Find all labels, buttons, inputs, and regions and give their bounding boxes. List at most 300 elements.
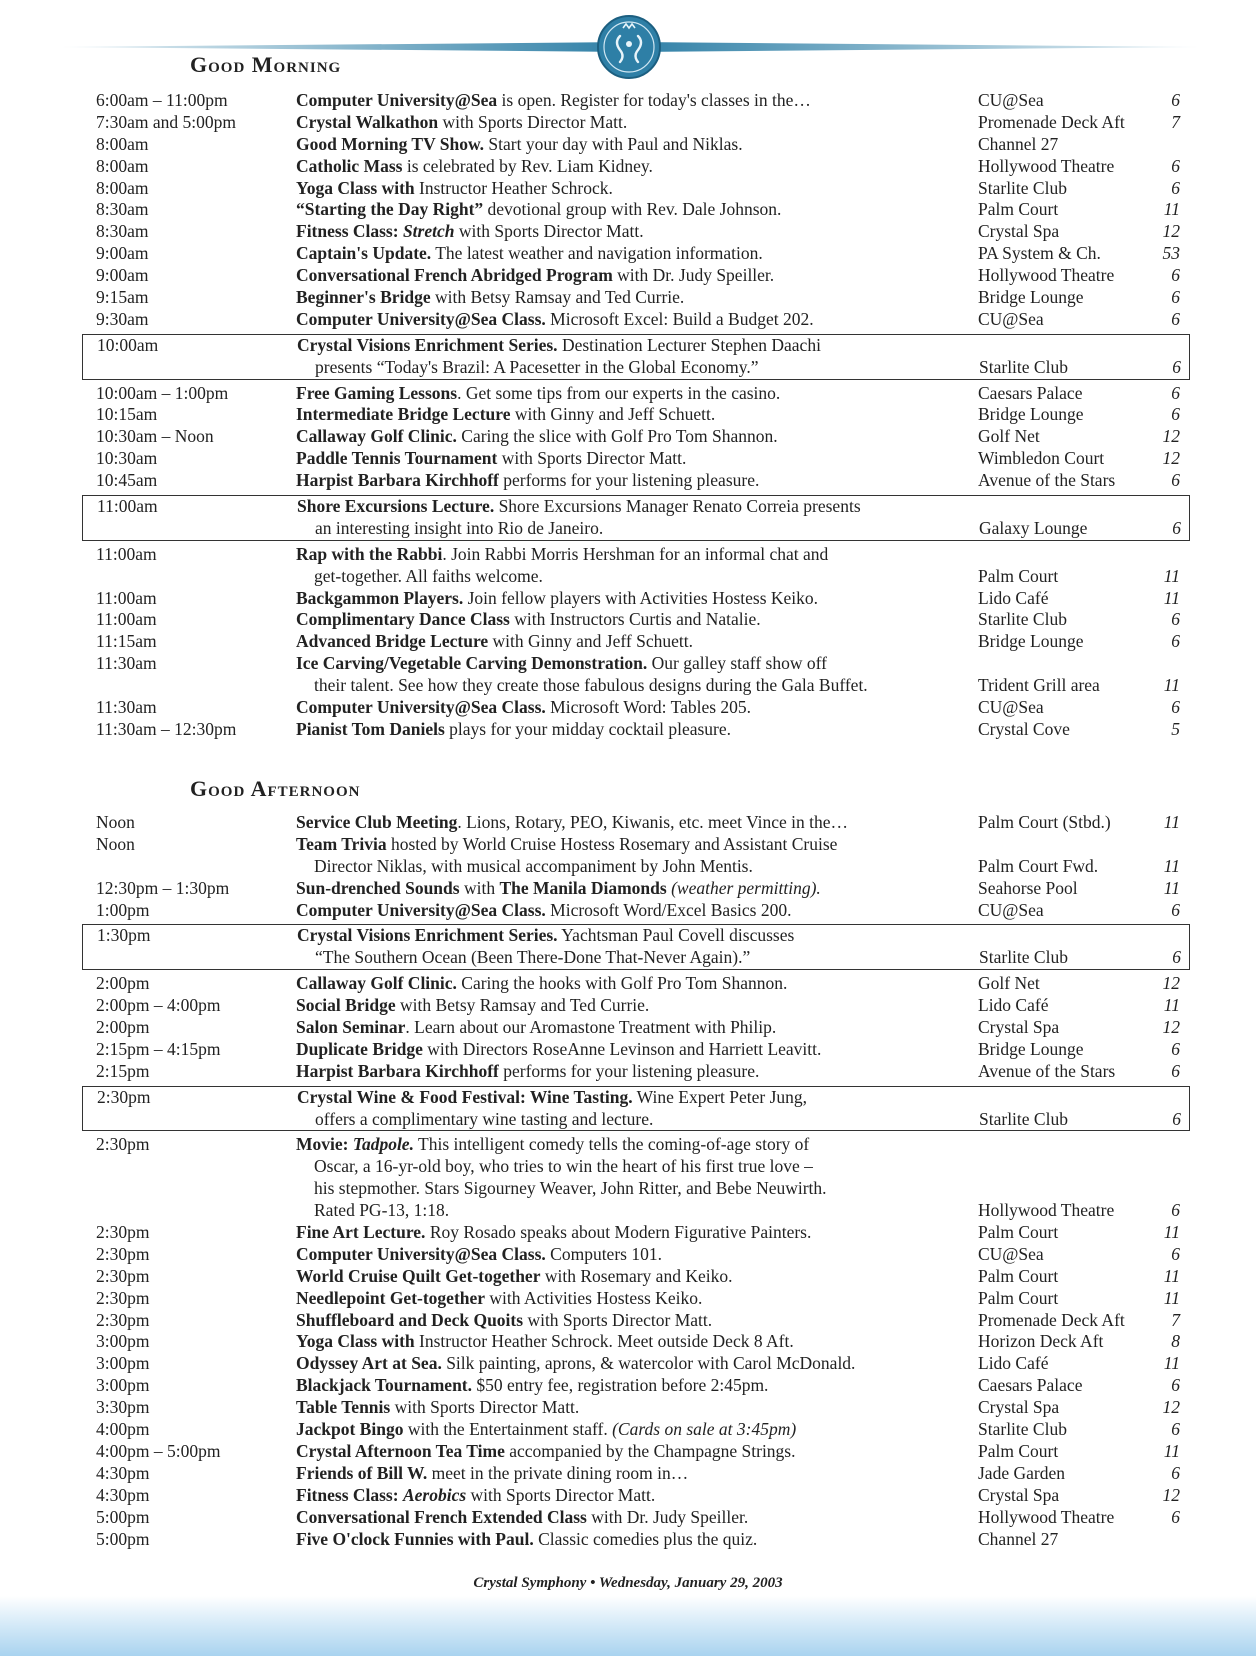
event-text-segment: Aerobics [402,1484,467,1505]
event-text-segment: Free Gaming Lessons [296,382,458,403]
event-description [296,834,837,856]
event-text-segment: with Instructors Curtis and Natalie. [509,609,761,630]
event-text-segment: with Sports Director Matt. [523,1309,713,1330]
event-text-segment: Harpist Barbara Kirchhoff [296,470,499,491]
event-row [0,1222,1256,1244]
event-description [296,1375,768,1397]
event-text-segment: “Starting the Day Right” [296,199,484,220]
event-text-segment: “The Southern Ocean (Been There-Done That-Never Again).” [315,947,751,968]
event-description [315,357,759,379]
event-text-segment: Caring the slice with Golf Pro Tom Shannon. [456,426,778,447]
event-location: Palm Court Fwd. [978,855,1099,876]
event-text-segment: with [459,877,500,898]
event-text-segment: with Directors RoseAnne Levinson and Harriett Leavitt. [422,1038,822,1059]
event-time: 11:00am [96,609,157,630]
event-row [0,973,1256,995]
event-row [0,134,1256,156]
event-row [0,221,1256,243]
event-time: 2:30pm [96,1265,150,1286]
featured-event-row [82,1086,1190,1132]
event-row [0,178,1256,200]
event-text-segment: Intermediate Bridge Lecture [296,404,511,425]
event-time: 8:00am [96,177,149,198]
event-row [0,470,1256,492]
event-text-segment: meet in the private dining room in… [427,1462,689,1483]
event-text-segment: with Sports Director Matt. [466,1484,656,1505]
event-deck-number: 11 [1163,877,1180,898]
event-text-segment: Fitness Class: [296,221,403,242]
event-text-segment: Caring the hooks with Golf Pro Tom Shannon. [456,973,788,994]
event-deck-number: 11 [1163,995,1180,1016]
event-time: 10:30am – Noon [96,426,214,447]
event-text-segment: with Rosemary and Keiko. [540,1265,733,1286]
event-description [296,1463,688,1485]
event-time: 3:30pm [96,1397,150,1418]
event-row [0,1266,1256,1288]
event-description [296,1397,579,1419]
event-time: 3:00pm [96,1353,150,1374]
event-location: CU@Sea [978,1243,1044,1264]
event-row [0,243,1256,265]
event-deck-number: 11 [1163,587,1180,608]
event-location: Lido Café [978,587,1049,608]
event-text-segment: Complimentary Dance Class [296,609,510,630]
event-time: 10:00am [97,334,159,355]
event-text-segment: The latest weather and navigation information. [431,243,763,264]
event-text-segment: Five O'clock Funnies with Paul. [296,1528,534,1549]
event-row [0,812,1256,834]
event-text-segment: Advanced Bridge Lecture [296,631,489,652]
event-description [296,812,848,834]
event-text-segment: Crystal Wine & Food Festival: Wine Tasting. [297,1086,633,1107]
event-deck-number: 6 [1171,1506,1180,1527]
event-description [296,719,731,741]
event-text-segment: Fitness Class: [296,1484,403,1505]
event-text-segment: (weather permitting). [666,877,821,898]
event-time: 5:00pm [96,1528,150,1549]
event-text-segment: Microsoft Excel: Build a Budget 202. [545,308,814,329]
event-location: Bridge Lounge [978,404,1084,425]
event-location: Palm Court [978,1222,1059,1243]
event-location: Golf Net [978,426,1040,447]
event-deck-number: 11 [1163,565,1180,586]
event-location: PA System & Ch. [978,243,1101,264]
event-row [0,900,1256,922]
event-location: Lido Café [978,1353,1049,1374]
morning-schedule [0,90,1256,741]
event-location: Bridge Lounge [978,631,1084,652]
event-description [296,221,644,243]
event-text-segment: Yoga Class with [296,177,415,198]
event-time: 1:00pm [96,899,150,920]
event-text-segment: Conversational French Abridged Program [296,265,613,286]
featured-event-row [82,924,1190,970]
event-text-segment: Pianist Tom Daniels [296,718,445,739]
event-description [296,156,653,178]
event-location: Palm Court [978,1440,1059,1461]
event-location: Hollywood Theatre [978,1506,1115,1527]
event-deck-number: 7 [1171,111,1180,132]
event-row [0,1441,1256,1463]
event-deck-number: 6 [1171,631,1180,652]
event-time: 7:30am and 5:00pm [96,111,236,132]
event-row [0,1463,1256,1485]
event-row [0,653,1256,697]
event-text-segment: Computers 101. [545,1243,662,1264]
event-description [296,383,780,405]
event-text-segment: Duplicate Bridge [296,1038,423,1059]
event-deck-number: 6 [1171,155,1180,176]
event-text-segment: (Cards on sale at 3:45pm) [612,1419,797,1440]
event-row [0,834,1256,878]
event-time: 2:15pm – 4:15pm [96,1038,221,1059]
event-text-segment: Odyssey Art at Sea. [296,1353,442,1374]
event-description [296,973,787,995]
event-description [296,588,818,610]
event-row [0,1331,1256,1353]
event-text-segment: Stretch [402,221,455,242]
event-time: 11:30am [96,653,157,674]
event-text-segment: Jackpot Bingo [296,1419,404,1440]
event-location: Hollywood Theatre [978,155,1115,176]
event-text-segment: Team Trivia [296,833,387,854]
event-text-segment: plays for your midday cocktail pleasure. [444,718,732,739]
event-text-segment: their talent. See how they create those fabulous designs during the Gala Buffet. [314,675,868,696]
event-description [296,1266,732,1288]
event-row [0,1039,1256,1061]
event-row [0,1397,1256,1419]
event-text-segment: Yachtsman Paul Covell discusses [557,925,795,946]
event-deck-number: 12 [1162,973,1180,994]
event-text-segment: Wine Expert Peter Jung, [632,1086,808,1107]
event-deck-number: 6 [1171,287,1180,308]
event-row [0,1134,1256,1222]
event-text-segment: World Cruise Quilt Get-together [296,1265,541,1286]
event-description [296,1331,794,1353]
event-text-segment: with the Entertainment staff. [403,1419,613,1440]
event-time: 9:30am [96,308,149,329]
event-text-segment: Our galley staff show off [647,653,827,674]
event-location: Starlite Club [978,1419,1067,1440]
event-text-segment: Table Tennis [296,1397,391,1418]
event-text-segment: Microsoft Word/Excel Basics 200. [545,899,792,920]
event-time: 6:00am – 11:00pm [96,90,228,110]
event-text-segment: with Sports Director Matt. [438,111,628,132]
event-description [297,1087,807,1109]
event-location: Channel 27 [978,1528,1059,1549]
event-location: Palm Court (Stbd.) [978,812,1111,832]
event-row [0,1485,1256,1507]
event-row [0,1288,1256,1310]
event-text-segment: Director Niklas, with musical accompaniment by John Mentis. [314,855,753,876]
event-location: CU@Sea [978,697,1044,718]
event-text-segment: Classic comedies plus the quiz. [533,1528,758,1549]
event-text-segment: performs for your listening pleasure. [498,1060,760,1081]
section-title-afternoon: Good Afternoon [190,776,361,801]
event-row [0,404,1256,426]
event-text-segment: offers a complimentary wine tasting and lecture. [315,1108,654,1129]
event-row [0,265,1256,287]
event-text-segment: . Join Rabbi Morris Hershman for an informal chat and [442,543,829,564]
event-text-segment: Computer University@Sea Class. [296,697,546,718]
event-time: 1:30pm [97,925,151,946]
event-text-segment: Rated PG-13, 1:18. [314,1200,450,1221]
event-deck-number: 8 [1171,1331,1180,1352]
event-deck-number: 12 [1162,221,1180,242]
event-row [0,719,1256,741]
event-text-segment: . Lions, Rotary, PEO, Kiwanis, etc. meet Vince in the… [457,812,849,832]
event-description [296,243,763,265]
event-text-segment: get-together. All faiths welcome. [314,565,543,586]
event-text-segment: Callaway Golf Clinic. [296,973,457,994]
event-row [0,609,1256,631]
event-time: 11:00am [96,587,157,608]
event-text-segment: Fine Art Lecture. [296,1222,426,1243]
event-description [297,496,861,518]
event-description [296,1244,662,1266]
event-text-segment: . Learn about our Aromastone Treatment with Philip. [405,1017,777,1038]
event-row [0,544,1256,588]
event-deck-number: 11 [1163,812,1180,832]
event-location: Horizon Deck Aft [978,1331,1104,1352]
event-text-segment: This intelligent comedy tells the coming-of-age story of [413,1134,810,1155]
event-description [296,995,649,1017]
event-deck-number: 6 [1171,1375,1180,1396]
event-text-segment: Conversational French Extended Class [296,1506,587,1527]
event-location: Bridge Lounge [978,1038,1084,1059]
event-description [296,1039,821,1061]
event-text-segment: accompanied by the Champagne Strings. [504,1440,796,1461]
event-row [0,1507,1256,1529]
event-time: 8:00am [96,155,149,176]
event-location: Palm Court [978,199,1059,220]
event-deck-number: 6 [1171,1038,1180,1059]
event-description [296,900,791,922]
event-location: Starlite Club [979,356,1068,377]
event-description [314,856,753,878]
event-row [0,995,1256,1017]
event-text-segment: Microsoft Word: Tables 205. [545,697,752,718]
event-time: Noon [96,812,135,832]
event-location: Bridge Lounge [978,287,1084,308]
event-description [296,448,686,470]
event-description [314,1200,449,1222]
event-deck-number: 12 [1162,426,1180,447]
event-deck-number: 5 [1171,718,1180,739]
event-description [315,947,750,969]
event-text-segment: Paddle Tennis Tournament [296,448,498,469]
event-deck-number: 12 [1162,1017,1180,1038]
event-text-segment: Computer University@Sea Class. [296,899,546,920]
event-time: 10:00am – 1:00pm [96,382,229,403]
event-text-segment: with Betsy Ramsay and Ted Currie. [395,995,650,1016]
event-location: Jade Garden [978,1462,1065,1483]
featured-event-row [82,495,1190,541]
bottom-gradient-band [0,1596,1256,1656]
event-text-segment: is celebrated by Rev. Liam Kidney. [402,155,653,176]
event-time: 2:00pm [96,1017,150,1038]
event-text-segment: Shore Excursions Manager Renato Correia presents [494,496,861,517]
event-text-segment: Tadpole. [352,1134,414,1155]
event-location: Golf Net [978,973,1040,994]
event-description [296,878,821,900]
event-location: Starlite Club [978,177,1067,198]
event-description [296,404,715,426]
event-description [296,112,627,134]
event-deck-number: 11 [1163,1287,1180,1308]
event-location: Crystal Spa [978,1397,1060,1418]
event-deck-number: 53 [1162,243,1180,264]
event-location: Channel 27 [978,133,1059,154]
event-time: 2:15pm [96,1060,150,1081]
event-text-segment: Crystal Afternoon Tea Time [296,1440,505,1461]
event-deck-number: 7 [1171,1309,1180,1330]
event-deck-number: 12 [1162,448,1180,469]
event-location: Starlite Club [979,1108,1068,1129]
event-description [296,1134,809,1156]
event-location: Trident Grill area [978,675,1100,696]
event-description [296,631,693,653]
event-time: 10:30am [96,448,158,469]
event-text-segment: Crystal Visions Enrichment Series. [297,334,558,355]
event-deck-number: 6 [1171,1060,1180,1081]
event-description [296,265,774,287]
event-text-segment: Destination Lecturer Stephen Daachi [557,334,821,355]
event-description [296,1017,776,1039]
event-text-segment: with Sports Director Matt. [497,448,687,469]
event-deck-number: 11 [1163,1353,1180,1374]
event-text-segment: Computer University@Sea [296,90,498,110]
event-location: Crystal Spa [978,221,1060,242]
event-text-segment: Social Bridge [296,995,396,1016]
event-deck-number: 6 [1171,609,1180,630]
event-time: 3:00pm [96,1331,150,1352]
event-time: 3:00pm [96,1375,150,1396]
event-description [314,675,868,697]
event-location: Starlite Club [979,947,1068,968]
event-text-segment: Silk painting, aprons, & watercolor with Carol McDonald. [441,1353,856,1374]
event-description [296,1485,655,1507]
event-deck-number: 6 [1171,1200,1180,1221]
event-description [296,90,811,112]
event-description [296,544,828,566]
event-time: 2:30pm [96,1222,150,1243]
event-row [0,1310,1256,1332]
event-text-segment: Captain's Update. [296,243,432,264]
event-text-segment: presents “Today's Brazil: A Pacesetter in the Global Economy.” [315,356,759,377]
event-row [0,199,1256,221]
footer-text: Crystal Symphony • Wednesday, January 29, 2003 [473,1575,783,1591]
event-location: Palm Court [978,565,1059,586]
event-deck-number: 6 [1171,177,1180,198]
event-row [0,1419,1256,1441]
event-deck-number: 6 [1171,470,1180,491]
event-text-segment: Computer University@Sea Class. [296,308,546,329]
event-deck-number: 6 [1171,899,1180,920]
event-row [0,156,1256,178]
event-location: Crystal Spa [978,1017,1060,1038]
event-description [314,1178,827,1200]
event-location: Seahorse Pool [978,877,1078,898]
event-description [315,1109,653,1131]
event-text-segment: Shuffleboard and Deck Quoits [296,1309,524,1330]
event-text-segment: Service Club Meeting [296,812,458,832]
event-time: 12:30pm – 1:30pm [96,877,230,898]
event-text-segment: with Dr. Judy Speiller. [612,265,775,286]
event-description [296,199,781,221]
seahorse-medallion-icon [596,14,662,80]
event-location: Hollywood Theatre [978,1200,1115,1221]
event-row [0,309,1256,331]
event-description [296,1353,855,1375]
event-deck-number: 6 [1171,265,1180,286]
event-text-segment: devotional group with Rev. Dale Johnson. [483,199,782,220]
event-time: 5:00pm [96,1506,150,1527]
event-text-segment: Start your day with Paul and Niklas. [484,133,743,154]
event-time: 4:30pm [96,1462,150,1483]
event-description [296,287,684,309]
event-deck-number: 11 [1163,675,1180,696]
event-deck-number: 6 [1172,947,1181,968]
event-time: 11:00am [97,496,158,517]
event-text-segment: Instructor Heather Schrock. Meet outside Deck 8 Aft. [414,1331,794,1352]
event-deck-number: 6 [1171,404,1180,425]
event-description [315,518,603,540]
event-text-segment: Salon Seminar [296,1017,406,1038]
event-deck-number: 11 [1163,1222,1180,1243]
event-deck-number: 11 [1163,855,1180,876]
event-text-segment: with Activities Hostess Keiko. [485,1287,703,1308]
event-location: Promenade Deck Aft [978,111,1125,132]
event-text-segment: Join fellow players with Activities Hostess Keiko. [463,587,819,608]
event-location: Promenade Deck Aft [978,1309,1125,1330]
event-time: 4:30pm [96,1484,150,1505]
event-location: CU@Sea [978,899,1044,920]
event-text-segment: Friends of Bill W. [296,1462,428,1483]
event-text-segment: his stepmother. Stars Sigourney Weaver, John Ritter, and Bebe Neuwirth. [314,1178,827,1199]
event-row [0,878,1256,900]
event-description [296,1288,702,1310]
event-time: 2:00pm – 4:00pm [96,995,221,1016]
event-time: 2:30pm [96,1243,150,1264]
event-location: Crystal Spa [978,1484,1060,1505]
event-row [0,383,1256,405]
event-text-segment: Blackjack Tournament. [296,1375,472,1396]
event-description [296,1061,759,1083]
event-time: 8:00am [96,133,149,154]
event-location: Starlite Club [978,609,1067,630]
event-time: 9:00am [96,243,149,264]
event-description [314,1156,813,1178]
event-text-segment: Needlepoint Get-together [296,1287,486,1308]
event-row [0,448,1256,470]
event-time: 11:30am [96,697,157,718]
event-time: 2:30pm [97,1086,151,1107]
event-location: Crystal Cove [978,718,1070,739]
event-text-segment: with Betsy Ramsay and Ted Currie. [430,287,685,308]
event-text-segment: The Manila Diamonds [499,877,667,898]
event-text-segment: Movie: [296,1134,353,1155]
event-text-segment: with Sports Director Matt. [454,221,644,242]
event-time: 4:00pm [96,1419,150,1440]
event-description [296,697,751,719]
event-description [296,470,759,492]
event-location: Palm Court [978,1287,1059,1308]
featured-event-row [82,334,1190,380]
event-description [296,134,743,156]
event-row [0,1244,1256,1266]
event-text-segment: hosted by World Cruise Hostess Rosemary and Assistant Cruise [386,833,838,854]
